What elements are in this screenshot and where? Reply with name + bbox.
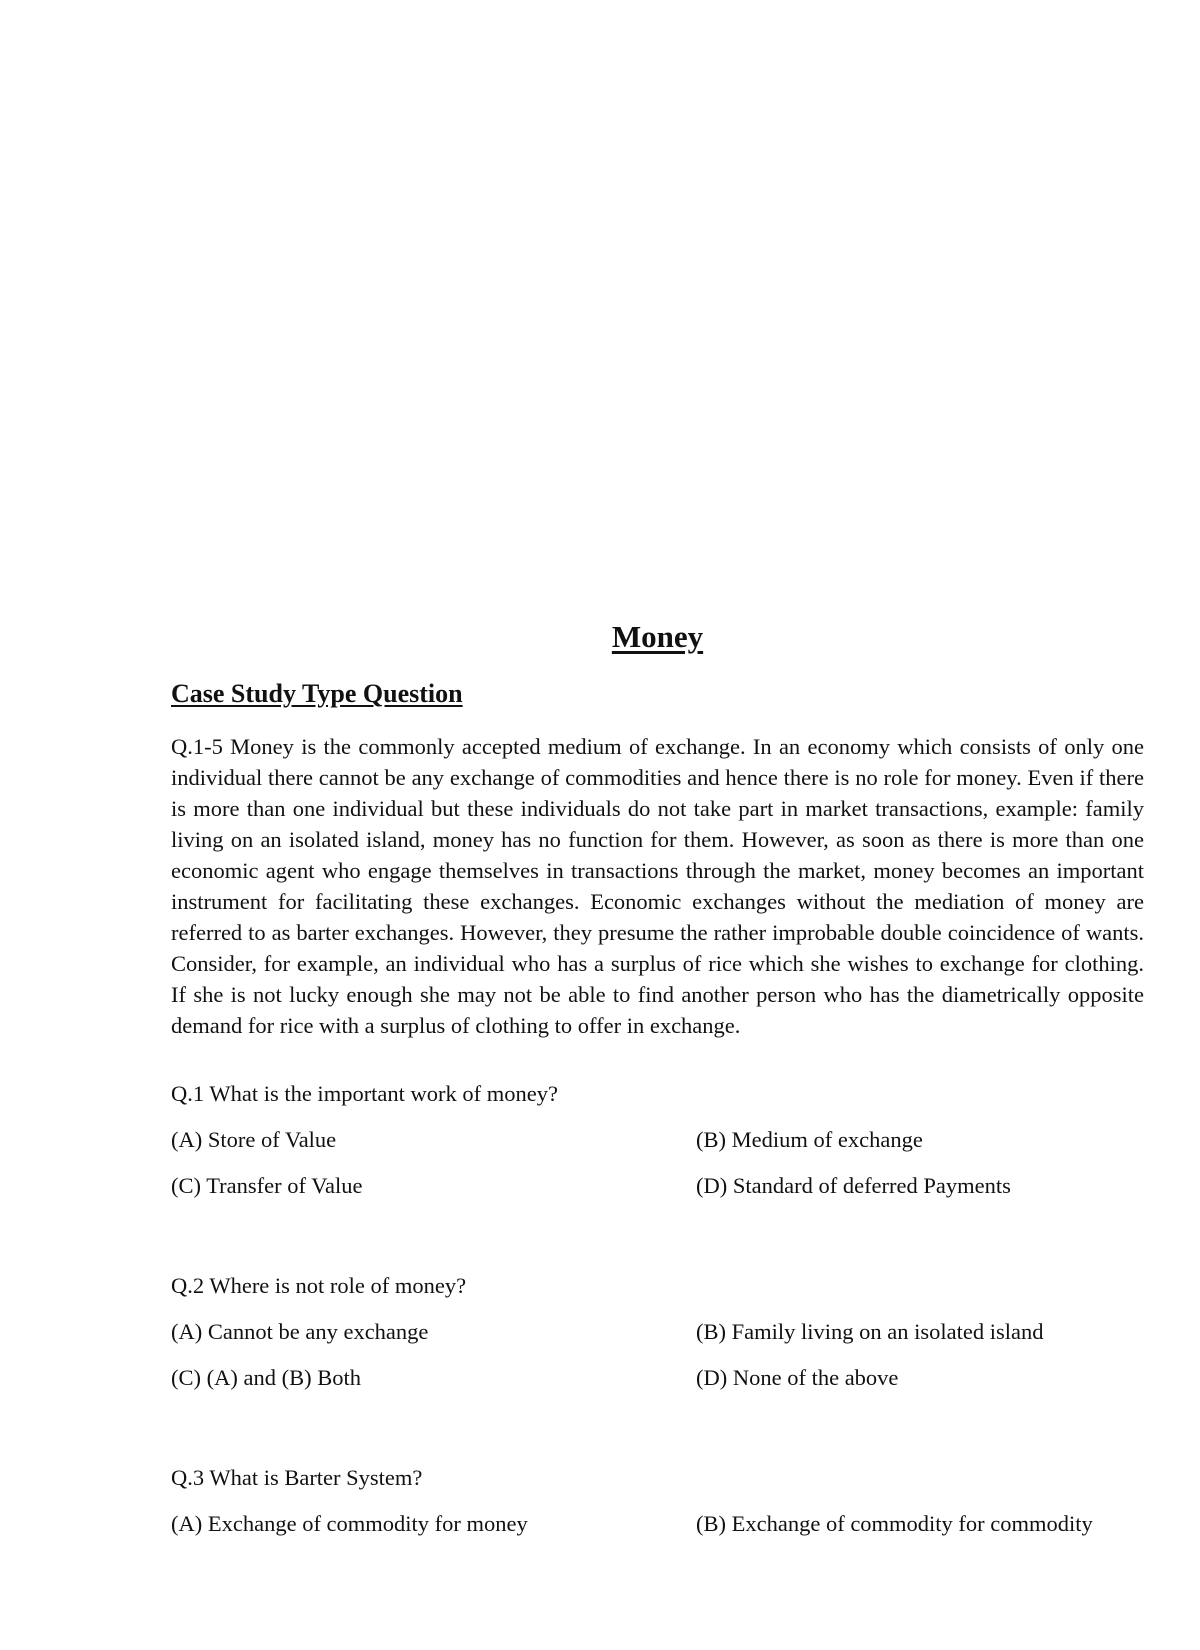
question-2-option-a: (A) Cannot be any exchange (171, 1319, 429, 1344)
question-2: Q.2 Where is not role of money? (171, 1273, 467, 1298)
question-1-option-a: (A) Store of Value (171, 1127, 337, 1152)
case-study-passage: Q.1-5 Money is the commonly accepted medium of exchange. In an economy which consists of only one individual there cannot be any exchange of commodities and hence there is no role for money. Even if there is more than one individual but these individuals do not take part in market transactions, example: family living on an isolated island, money has no function for them. However, as soon as there is more than one economic agent who engage themselves in transactions through the market, money becomes an important instrument for facilitating these exchanges. Economic exchanges without the mediation of money are referred to as barter exchanges. However, they presume the rather improbable double coincidence of wants. Consider, for example, an individual who has a surplus of rice which she wishes to exchange for clothing. If she is not lucky enough she may not be able to find another person who has the diametrically opposite demand for rice with a surplus of clothing to offer in exchange. (171, 734, 1144, 1038)
question-1: Q.1 What is the important work of money? (171, 1081, 559, 1106)
question-2-option-c: (C) (A) and (B) Both (171, 1365, 361, 1390)
question-1-option-b: (B) Medium of exchange (696, 1127, 923, 1152)
question-3-option-a: (A) Exchange of commodity for money (171, 1511, 528, 1536)
document-page (171, 0, 1144, 1650)
page-title: Money (611, 619, 704, 654)
question-3: Q.3 What is Barter System? (171, 1465, 423, 1490)
question-3-option-b: (B) Exchange of commodity for commodity (696, 1511, 1093, 1536)
question-2-option-d: (D) None of the above (696, 1365, 899, 1390)
question-1-option-d: (D) Standard of deferred Payments (696, 1173, 1011, 1198)
question-2-option-b: (B) Family living on an isolated island (696, 1319, 1044, 1344)
question-1-option-c: (C) Transfer of Value (171, 1173, 363, 1198)
section-heading: Case Study Type Question (171, 679, 463, 708)
